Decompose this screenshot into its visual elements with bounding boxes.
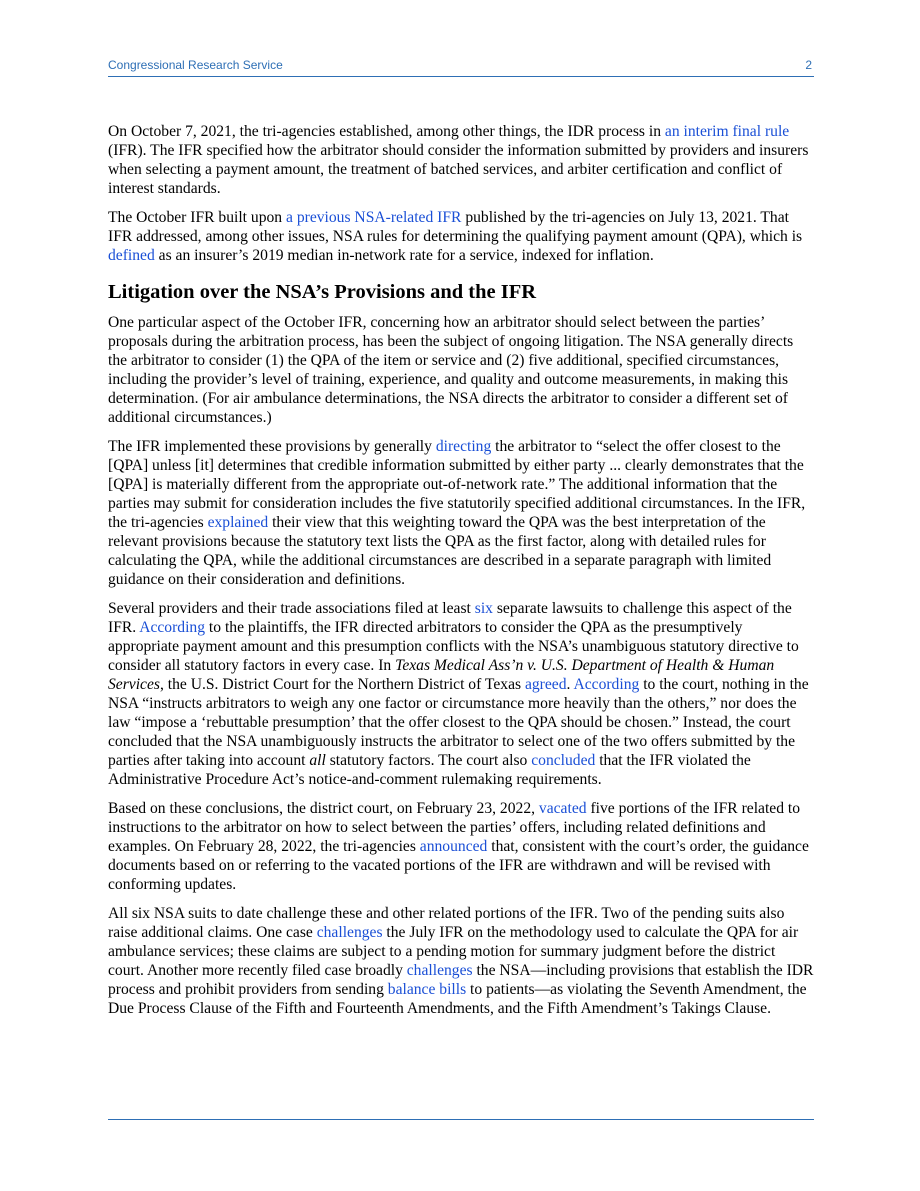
text: Several providers and their trade associations filed at least xyxy=(108,600,475,617)
text: as an insurer’s 2019 median in-network rate for a service, indexed for inflation. xyxy=(154,247,654,264)
link-challenges-july-ifr[interactable]: challenges xyxy=(316,924,383,941)
text: All six NSA suits to date challenge these and other related portions of the IFR. Two of the pending suits also raise additional claims. One case xyxy=(108,905,785,941)
paragraph-6 xyxy=(108,799,814,894)
text: the arbitrator to “select the offer closest to the [QPA] unless [it] determines that credible information submitted by either party ... clearly demonstrates that the [QPA] is materially different from the appropriate out-of-network rate.” The additional information that the parties may submit for consideration includes the five statutorily specified additional circumstances. In the IFR, the tri-agencies xyxy=(108,438,806,531)
text: . xyxy=(566,676,574,693)
text: One particular aspect of the October IFR, concerning how an arbitrator should select between the parties’ proposals during the arbitration process, has been the subject of ongoing litigation. The NSA generally directs the arbitrator to consider (1) the QPA of the item or service and (2) five additional, specified circumstances, including the provider’s level of training, experience, and quality and outcome measurements, in making this determination. (For air ambulance determinations, the NSA directs the arbitrator to consider a different set of additional circumstances.) xyxy=(108,314,794,426)
link-according-plaintiffs[interactable]: According xyxy=(139,619,206,636)
text: to the court, nothing in the NSA “instructs arbitrators to weigh any one factor or circumstance more heavily than the others,” nor does the law “impose a ‘rebuttable presumption’ that the offer closest to the QPA should be chosen.” Instead, the court concluded that the NSA unambiguously instructs the arbitrator to select one of the two offers submitted by the parties after taking into account xyxy=(108,676,809,769)
emphasis-all: all xyxy=(309,752,326,769)
paragraph-3 xyxy=(108,313,814,427)
link-vacated[interactable]: vacated xyxy=(538,800,587,817)
footer-divider xyxy=(108,1119,814,1120)
text: statutory factors. The court also xyxy=(325,752,532,769)
text: separate lawsuits to challenge this aspect of the IFR. xyxy=(108,600,792,636)
link-explained[interactable]: explained xyxy=(207,514,269,531)
text: On October 7, 2021, the tri-agencies established, among other things, the IDR process in xyxy=(108,123,665,140)
text: that the IFR violated the Administrative Procedure Act’s notice-and-comment rulemaking requirements. xyxy=(108,752,751,788)
paragraph-4 xyxy=(108,437,814,589)
text: that, consistent with the court’s order, the guidance documents based on or referring to the vacated portions of the IFR are withdrawn and will be revised with conforming updates. xyxy=(108,838,809,893)
text: Based on these conclusions, the district court, on February 23, 2022, xyxy=(108,800,539,817)
page-header xyxy=(108,58,814,77)
link-balance-bills[interactable]: balance bills xyxy=(387,981,467,998)
paragraph-7 xyxy=(108,904,814,1018)
link-announced[interactable]: announced xyxy=(419,838,488,855)
text: five portions of the IFR related to instructions to the arbitrator on how to select between the parties’ offers, including related definitions and examples. On February 28, 2022, the tri-agencies xyxy=(108,800,801,855)
section-heading: Litigation over the NSA’s Provisions and the IFR xyxy=(108,281,537,303)
text: to patients—as violating the Seventh Amendment, the Due Process Clause of the Fifth and Fourteenth Amendments, and the Fifth Amendment’s Takings Clause. xyxy=(108,981,807,1017)
document-body xyxy=(108,122,814,1028)
text: The October IFR built upon xyxy=(108,209,287,226)
paragraph-5 xyxy=(108,599,814,789)
page-number: 2 xyxy=(805,58,812,72)
link-directing[interactable]: directing xyxy=(435,438,492,455)
link-challenges-nsa[interactable]: challenges xyxy=(406,962,473,979)
case-name: Texas Medical Ass’n v. U.S. Department of Health & Human Services xyxy=(108,657,775,693)
link-previous-ifr[interactable]: a previous NSA-related IFR xyxy=(286,209,462,226)
link-six[interactable]: six xyxy=(474,600,493,617)
text: their view that this weighting toward the QPA was the best interpretation of the relevant provisions because the statutory text lists the QPA as the first factor, along with detailed rules for calculating the QPA, while the additional circumstances are described in a separate paragraph with limited guidance on their consideration and definitions. xyxy=(108,514,772,588)
paragraph-1 xyxy=(108,122,814,198)
text: the NSA—including provisions that establish the IDR process and prohibit providers from sending xyxy=(108,962,814,998)
link-defined[interactable]: defined xyxy=(108,247,155,264)
paragraph-2 xyxy=(108,208,814,265)
link-concluded[interactable]: concluded xyxy=(531,752,596,769)
header-title: Congressional Research Service xyxy=(108,58,283,72)
text: , the U.S. District Court for the Northern District of Texas xyxy=(159,676,525,693)
text: published by the tri-agencies on July 13, 2021. That IFR addressed, among other issues, NSA rules for determining the qualifying payment amount (QPA), which is xyxy=(108,209,803,245)
link-according-court[interactable]: According xyxy=(573,676,640,693)
text: The IFR implemented these provisions by generally xyxy=(108,438,436,455)
text: (IFR). The IFR specified how the arbitrator should consider the information submitted by providers and insurers when selecting a payment amount, the treatment of batched services, and arbiter certification and conflict of interest standards. xyxy=(108,142,809,197)
link-interim-final-rule[interactable]: an interim final rule xyxy=(664,123,790,140)
text: the July IFR on the methodology used to calculate the QPA for air ambulance services; these claims are subject to a pending motion for summary judgment before the district court. Another more recently filed case broadly xyxy=(108,924,799,979)
link-agreed[interactable]: agreed xyxy=(524,676,567,693)
text: to the plaintiffs, the IFR directed arbitrators to consider the QPA as the presumptively appropriate payment amount and this presumption conflicts with the NSA’s unambiguous statutory directive to consider all statutory factors in every case. In xyxy=(108,619,799,674)
